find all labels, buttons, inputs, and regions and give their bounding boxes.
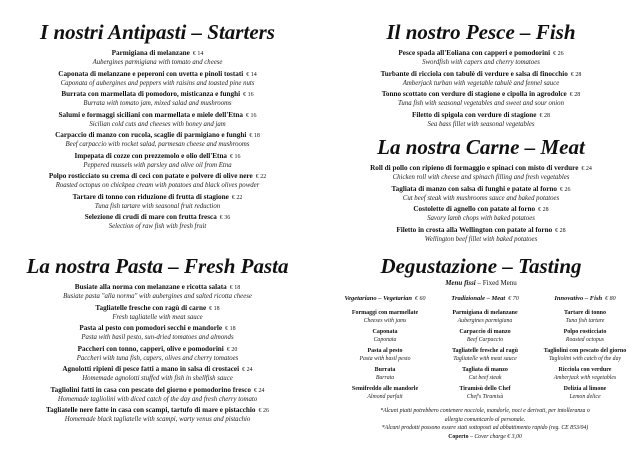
- item-price: € 24: [253, 387, 265, 394]
- item-name: [322, 164, 640, 174]
- menu-item: [322, 49, 640, 70]
- tasting-subtitle: [322, 279, 640, 288]
- course-description: Lemon delice: [569, 393, 601, 400]
- item-description: Peppered mussels with parsley and olive oil from Etna: [83, 161, 232, 169]
- menu-item: [0, 90, 315, 111]
- tasting-course: [335, 329, 435, 348]
- item-name: [0, 283, 315, 293]
- item-description: Caponata of aubergines and peppers with raisins and toasted pine nuts: [60, 79, 255, 87]
- menu-item: [0, 152, 315, 173]
- course-name: Caponata: [372, 329, 398, 335]
- item-name-text: Busiate alla norma con melanzane e ricotta salata: [74, 283, 227, 291]
- tasting-course: [335, 367, 435, 386]
- item-name: [0, 345, 315, 355]
- item-name: [0, 90, 315, 100]
- tasting-course: [435, 329, 535, 348]
- menu-item: [0, 70, 315, 91]
- item-description: Chicken roll with cheese and spinach filling and fresh vegetables: [392, 174, 570, 181]
- item-name-text: Tartare di tonno con riduzione di frutta di stagione: [72, 192, 229, 201]
- menu-item: [0, 304, 315, 325]
- tasting-course: [535, 310, 635, 329]
- item-description: Sicilian cold cuts and cheeses with honey and jam: [89, 120, 226, 128]
- item-price: € 28: [538, 207, 549, 213]
- item-name-text: Tonno scottato con verdure di stagione e cipolla in agrodolce: [381, 90, 567, 98]
- item-description: Tuna fish tartare with seasonal fruit reduction: [94, 202, 221, 210]
- tasting-menu-header: [435, 294, 535, 304]
- item-name-text: Tagliatelle fresche con ragù di carne: [95, 303, 207, 312]
- item-name-text: Tagliatelle nere fatte in casa con scampi, tartufo di mare e pistacchio: [46, 406, 256, 414]
- item-name: [0, 304, 315, 314]
- item-name-text: Carpaccio di manzo con rucola, scaglie di parmigiano e funghi: [55, 131, 247, 139]
- item-name-text: Selezione di crudi di mare con frutta fresca: [84, 213, 217, 221]
- item-name-text: Filetto di spigola con verdure di stagione: [412, 110, 537, 119]
- item-price: € 18: [209, 305, 220, 312]
- menu-item: [0, 324, 315, 345]
- item-description: Roasted octopus on chickpea cream with potatoes and black olives powder: [55, 182, 260, 189]
- item-price: € 18: [229, 285, 241, 291]
- course-name: Formaggi con marmellate: [351, 310, 419, 316]
- tasting-course: [435, 348, 535, 367]
- tasting-course: [535, 348, 635, 367]
- menu-item: [322, 226, 640, 247]
- item-description: Burrata with tomato jam, mixed salad and mushrooms: [83, 100, 232, 107]
- item-name-text: Pasta al pesto con pomodori secchi e mandorle: [79, 324, 223, 332]
- item-description: Amberjack turban with vegetable tabulè and fennel sauce: [402, 79, 560, 87]
- course-name: Polpo rosticciato: [563, 329, 607, 335]
- item-price: € 16: [243, 92, 254, 98]
- course-description: Pasta with basil pesto: [359, 355, 411, 362]
- item-name-text: Roll di pollo con ripieno di formaggio e spinaci con misto di verdure: [370, 164, 579, 172]
- item-price: € 28: [570, 71, 582, 78]
- item-name-text: Agnolotti ripieni di pesce fatti a mano in salsa di crostacei: [62, 365, 240, 373]
- frozen-note: *Alcuni prodotti possono essere stati sottoposti ad abbattimento rapido (reg. CE 853/04): [381, 425, 589, 431]
- course-name: Semifreddo alle mandorle: [351, 386, 419, 392]
- tasting-title: Degustazione – Tasting: [380, 254, 582, 278]
- item-price: € 28: [555, 227, 566, 234]
- item-price: € 18: [249, 133, 260, 139]
- allergy-note: *Alcuni piatti potrebbero contenere nocciole, mandorle, noci e derivati, per intolleranza o allergia comunicarlo al personale.: [380, 408, 590, 423]
- item-price: € 18: [225, 326, 236, 332]
- item-price: € 26: [258, 408, 269, 414]
- course-name: Ricciola con verdure: [558, 367, 612, 373]
- item-name-text: Tagliolini fatti in casa con pescato del giorno e pomodorino fresco: [50, 385, 251, 394]
- item-price: € 36: [219, 215, 231, 221]
- footer-notes: [365, 407, 605, 441]
- carne-title: La nostra Carne – Meat: [377, 135, 585, 159]
- course-name: Tartare di tonno: [563, 310, 606, 316]
- course-description: Burrata: [375, 374, 395, 381]
- item-price: € 24: [242, 367, 253, 373]
- item-description: Tuna fish with seasonal vegetables and sweet and sour onion: [398, 100, 564, 107]
- item-description: Fresh tagliatelle with meat sauce: [112, 313, 203, 321]
- menu-item: [0, 131, 315, 152]
- menu-item: [0, 365, 315, 386]
- tasting-menu-header: [535, 294, 635, 304]
- menu-item: [0, 172, 315, 193]
- item-description: Aubergines parmigiana with tomato and cheese: [92, 59, 223, 66]
- item-price: € 16: [245, 112, 257, 119]
- item-name: [0, 172, 315, 182]
- menu-item: [322, 185, 640, 206]
- item-description: Selection of raw fish with fresh fruit: [108, 223, 207, 230]
- subtitle-en: – Fixed Menu: [477, 279, 517, 287]
- item-price: € 22: [255, 174, 267, 180]
- subtitle-it: Menu fissi: [445, 279, 476, 287]
- item-name-text: Polpo rosticciato su crema di ceci con patate e polvere di olive nere: [48, 172, 253, 180]
- item-name-text: Burrata con marmellata di pomodoro, misticanza e funghi: [61, 90, 241, 98]
- course-description: Tagliatelle with meat sauce: [453, 355, 517, 362]
- tasting-menus: [335, 294, 635, 405]
- item-name-text: Caponata di melanzane e peperoni con uvetta e pinoli tostati: [58, 69, 244, 78]
- item-name-text: Paccheri con tonno, capperi, olive e pomodorini: [77, 344, 224, 353]
- course-description: Beef Carpaccio: [466, 336, 504, 343]
- item-price: € 24: [581, 166, 592, 172]
- item-name-text: Parmigiana di melanzane: [111, 49, 190, 57]
- menu-item: [322, 111, 640, 132]
- tasting-menu-column: [335, 294, 435, 405]
- menu-item: [322, 205, 640, 226]
- item-price: € 28: [569, 92, 581, 98]
- item-description: Beef carpaccio with rocket salad, parmesan cheese and mushrooms: [65, 141, 250, 148]
- pasta-title: La nostra Pasta – Fresh Pasta: [26, 254, 289, 278]
- item-name: [322, 49, 640, 59]
- item-name: [0, 152, 315, 162]
- item-description: Wellington beef fillet with baked potatoes: [424, 235, 538, 243]
- tasting-menu-price: € 80: [605, 296, 616, 302]
- tasting-menu-name: Vegetariano – Vegetarian: [344, 295, 413, 302]
- tasting-course: [335, 348, 435, 367]
- course-description: Cut beef steak: [468, 374, 502, 381]
- tasting-menu-price: € 70: [508, 296, 519, 302]
- item-price: € 28: [539, 112, 550, 119]
- menu-item: [322, 164, 640, 185]
- item-name: [322, 90, 640, 100]
- tasting-menu-column: [435, 294, 535, 405]
- course-name: Carpaccio di manzo: [459, 329, 511, 335]
- item-description: Savory lamb chops with baked potatoes: [427, 215, 535, 222]
- course-description: Tuna fish tartare: [565, 317, 605, 324]
- item-name: [322, 205, 640, 215]
- item-name: [0, 131, 315, 141]
- item-name: [322, 226, 640, 236]
- item-name: [322, 111, 640, 121]
- course-description: Chef's Tiramisù: [466, 393, 504, 400]
- tasting-course: [535, 386, 635, 405]
- item-description: Paccheri with tuna fish, capers, olives and cherry tomatoes: [76, 354, 239, 362]
- course-description: Tagliolini with catch of the day: [548, 355, 622, 362]
- tasting-course: [335, 386, 435, 405]
- item-name: [0, 406, 315, 416]
- item-description: Swordfish with capers and cherry tomatoes: [422, 59, 540, 66]
- item-name: [0, 193, 315, 203]
- tasting-course: [535, 329, 635, 348]
- menu-item: [0, 193, 315, 214]
- item-price: € 14: [192, 51, 204, 57]
- item-price: € 22: [231, 194, 243, 201]
- item-price: € 14: [246, 71, 257, 78]
- section-antipasti: [0, 20, 315, 234]
- tasting-course: [335, 310, 435, 329]
- tasting-menu-name: Innovativo – Fish: [554, 295, 603, 302]
- course-name: Tagliatelle fresche al ragù: [452, 348, 518, 354]
- section-carne: [322, 135, 640, 246]
- item-price: € 26: [553, 51, 564, 57]
- cover-label: Coperto: [448, 433, 469, 440]
- tasting-menu-price: € 60: [415, 296, 426, 302]
- tasting-course: [435, 367, 535, 386]
- section-pesce: [322, 20, 640, 131]
- tasting-course: [535, 367, 635, 386]
- item-name-text: Salumi e formaggi siciliani con marmellata e miele dell'Etna: [58, 110, 243, 119]
- item-name: [0, 365, 315, 375]
- antipasti-title: I nostri Antipasti – Starters: [40, 20, 275, 44]
- cover-charge: [365, 433, 605, 442]
- item-name-text: Impepata di cozze con prezzemolo e olio dell'Etna: [74, 151, 228, 160]
- item-description: Busiate pasta "alla norma" with aubergines and salted ricotta cheese: [63, 293, 252, 300]
- item-price: € 16: [230, 153, 241, 160]
- item-name-text: Filetto in crosta alla Wellington con patate al forno: [396, 225, 553, 234]
- item-name-text: Tagliata di manzo con salsa di funghi e patate al forno: [391, 184, 557, 193]
- course-name: Pasta al pesto: [367, 348, 403, 354]
- course-description: Aubergines parmigiana: [457, 317, 513, 324]
- section-pasta: [0, 254, 315, 427]
- course-name: Tagliata di manzo: [462, 367, 508, 373]
- item-name: [0, 386, 315, 396]
- item-description: Homemade agnolotti stuffed with fish in shellfish sauce: [82, 375, 233, 382]
- course-description: Caponata: [373, 336, 397, 343]
- item-description: Pasta with basil pesto, sun-dried tomatoes and almonds: [81, 334, 234, 341]
- item-name: [0, 111, 315, 121]
- item-price: € 26: [559, 186, 571, 193]
- tasting-menu-column: [535, 294, 635, 405]
- menu-item: [0, 213, 315, 234]
- pesce-title: Il nostro Pesce – Fish: [386, 20, 576, 44]
- item-name: [322, 185, 640, 195]
- item-name: [0, 213, 315, 223]
- menu-item: [0, 345, 315, 366]
- tasting-course: [435, 386, 535, 405]
- course-name: Burrata: [374, 367, 396, 373]
- course-name: Parmigiana di melanzane: [452, 310, 518, 316]
- section-tasting: [322, 254, 640, 288]
- menu-item: [0, 283, 315, 304]
- course-description: Amberjack with vegetables: [553, 374, 617, 381]
- course-description: Cheeses with jams: [363, 317, 407, 324]
- item-name: [0, 324, 315, 334]
- tasting-menu-header: [335, 294, 435, 304]
- tasting-course: [435, 310, 535, 329]
- menu-item: [0, 49, 315, 70]
- item-name-text: Pesce spada all'Eoliana con capperi e pomodorini: [398, 49, 551, 57]
- course-name: Tagliolini con pescato del giorno: [543, 348, 627, 354]
- item-name: [322, 70, 640, 80]
- item-name-text: Turbante di ricciola con tabulè di verdure e salsa di finocchio: [380, 69, 568, 78]
- item-price: € 20: [226, 346, 238, 353]
- item-description: Homemade black tagliatelle with scampi, warty venus and pistachio: [64, 416, 251, 423]
- menu-item: [322, 90, 640, 111]
- menu-item: [322, 70, 640, 91]
- menu-item: [0, 406, 315, 427]
- course-name: Delizia al limone: [563, 386, 607, 392]
- item-description: Cut beef steak with mushrooms sauce and baked potatoes: [402, 194, 560, 202]
- course-description: Roasted octopus: [565, 336, 605, 343]
- item-name: [0, 49, 315, 59]
- course-name: Tiramisù dello Chef: [459, 386, 511, 392]
- item-name: [0, 70, 315, 80]
- item-description: Sea bass fillet with seasonal vegetables: [427, 120, 535, 128]
- menu-item: [0, 111, 315, 132]
- tasting-menu-name: Tradizionale – Meat: [451, 295, 506, 302]
- course-description: Almond parfait: [367, 393, 403, 400]
- cover-en: – Cover charge € 3,00: [468, 433, 522, 440]
- menu-item: [0, 386, 315, 407]
- item-name-text: Costolette di agnello con patate al forno: [413, 205, 536, 213]
- item-description: Homemade tagliolini with diced catch of the day and fresh cherry tomato: [57, 395, 258, 403]
